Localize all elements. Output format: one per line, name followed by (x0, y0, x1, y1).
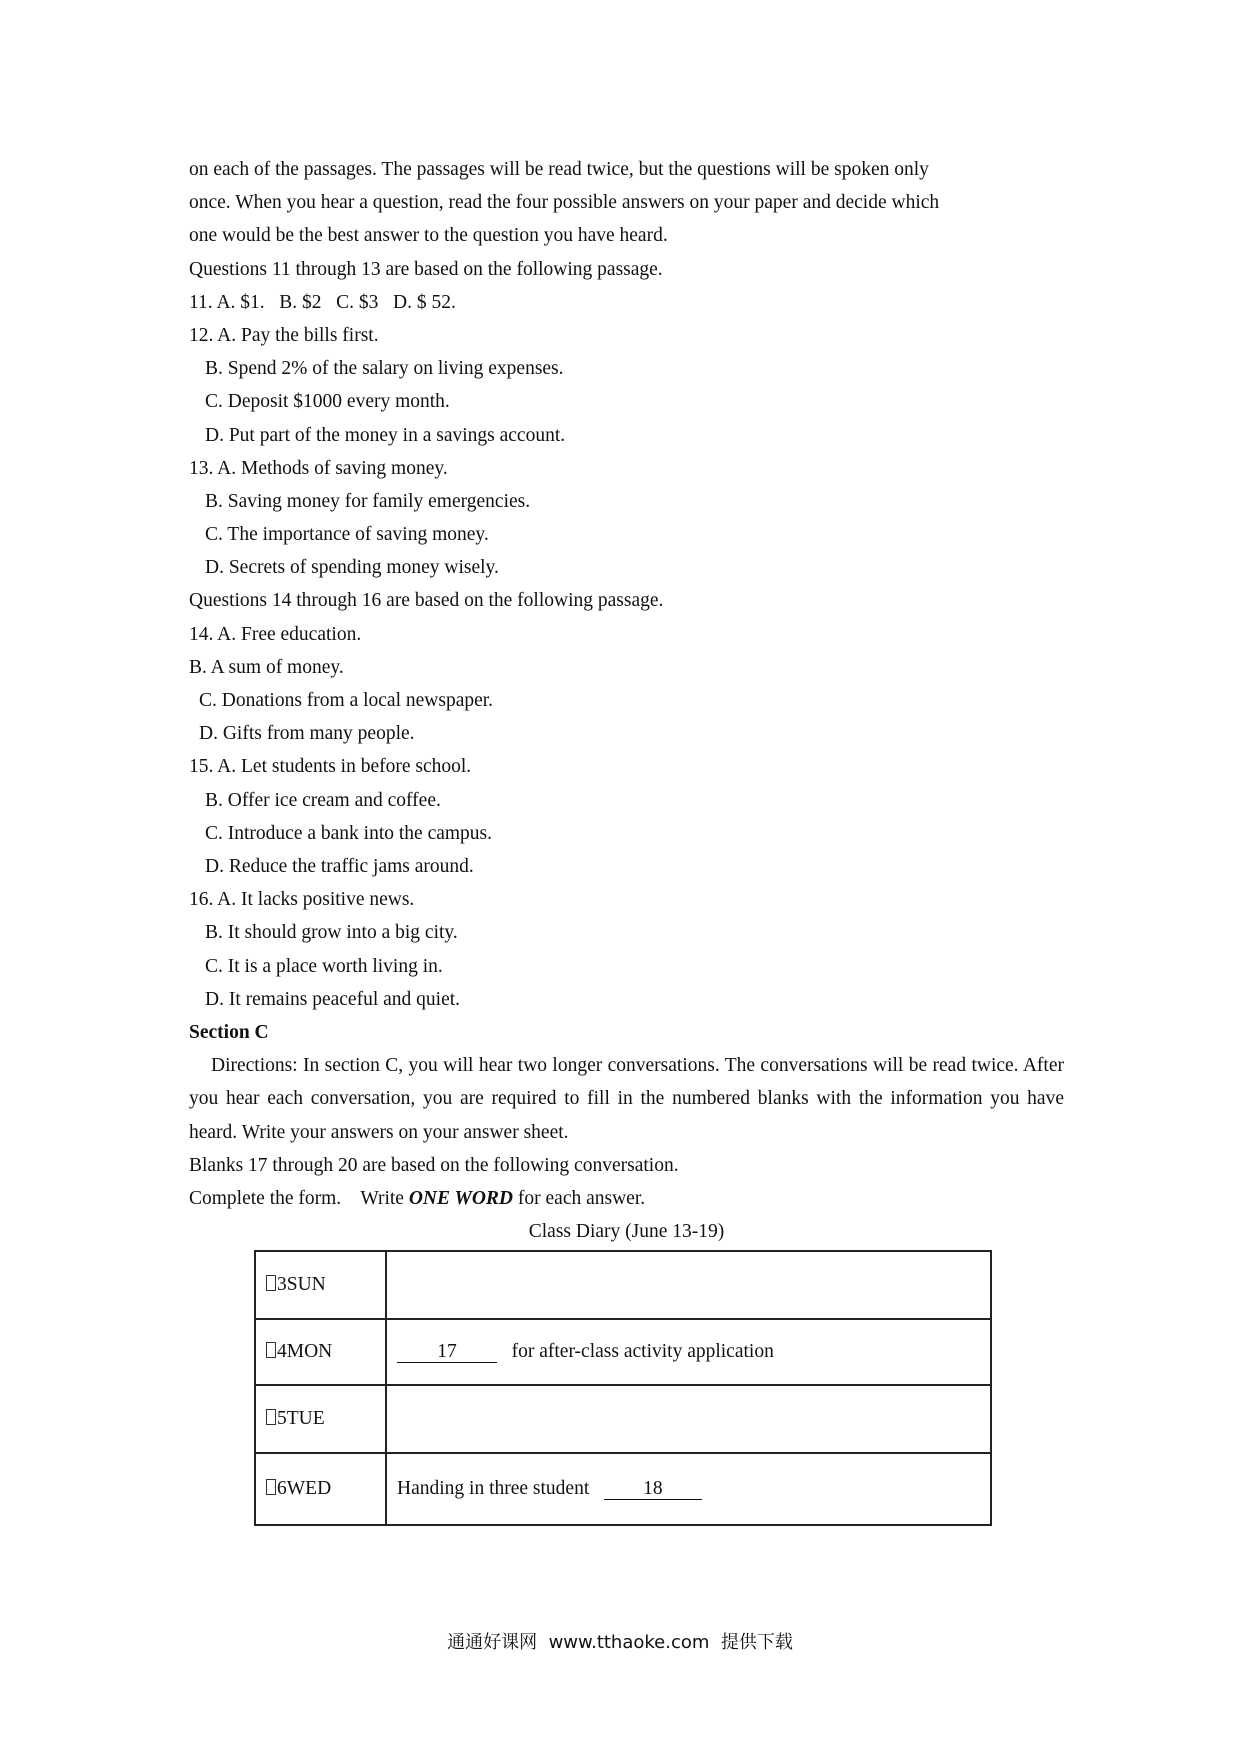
missing-glyph-icon (266, 1275, 276, 1291)
instruction-emphasis: ONE WORD (408, 1187, 514, 1209)
activity-cell (386, 1385, 991, 1453)
missing-glyph-icon (266, 1479, 276, 1495)
question-15-option-d: D. Reduce the traffic jams around. (205, 855, 474, 877)
question-15-option-a: 15. A. Let students in before school. (189, 756, 472, 778)
question-16-option-c: C. It is a place worth living in. (205, 955, 443, 977)
answer-blank-17: 17 (397, 1342, 497, 1363)
page-footer: 通通好课网 www.tthaoke.com 提供下载 (447, 1632, 793, 1653)
diary-caption: Class Diary (June 13-19) (528, 1221, 725, 1243)
complete-instruction (189, 1182, 1064, 1215)
missing-glyph-icon (266, 1342, 276, 1358)
day-label: 6WED (277, 1478, 332, 1499)
question-16-option-b: B. It should grow into a big city. (205, 922, 458, 944)
day-label: 4MON (277, 1341, 333, 1362)
day-label: 5TUE (277, 1408, 325, 1429)
question-14-option-a: 14. A. Free education. (189, 623, 362, 645)
class-diary-table (254, 1250, 992, 1526)
intro-line: on each of the passages. The passages will be read twice, but the questions will be spoken only (189, 159, 929, 180)
question-15-option-c: C. Introduce a bank into the campus. (205, 822, 493, 844)
activity-cell (386, 1319, 991, 1385)
question-14-option-d: D. Gifts from many people. (199, 723, 415, 745)
question-12-option-b: B. Spend 2% of the salary on living expenses. (205, 358, 564, 380)
activity-cell (386, 1453, 991, 1525)
blanks-heading: Blanks 17 through 20 are based on the following conversation. (189, 1154, 679, 1176)
intro-line: once. When you hear a question, read the four possible answers on your paper and decide which (189, 192, 940, 214)
question-13-option-a: 13. A. Methods of saving money. (189, 457, 448, 479)
question-13-option-b: B. Saving money for family emergencies. (205, 490, 531, 512)
section-title: Section C (189, 1021, 269, 1043)
question-13-option-d: D. Secrets of spending money wisely. (205, 557, 499, 579)
question-15-option-b: B. Offer ice cream and coffee. (205, 789, 441, 811)
activity-text: for after-class activity application (511, 1341, 774, 1362)
intro-line: one would be the best answer to the question you have heard. (189, 225, 668, 247)
day-cell (255, 1319, 386, 1385)
passage-heading: Questions 14 through 16 are based on the following passage. (189, 590, 664, 612)
activity-cell (386, 1251, 991, 1319)
missing-glyph-icon (266, 1409, 276, 1425)
intro-paragraph (189, 153, 1064, 253)
activity-text: Handing in three student (397, 1478, 590, 1499)
question-12-option-c: C. Deposit $1000 every month. (205, 391, 450, 413)
question-13-option-c: C. The importance of saving money. (205, 524, 489, 546)
question-16-option-d: D. It remains peaceful and quiet. (205, 988, 461, 1010)
section-directions: Directions: In section C, you will hear two longer conversations. The conversations will be read twice. After you hear each conversation, you are required to fill in the numbered blanks with the information you have heard. Write your answers on your answer sheet. (189, 1055, 1064, 1143)
question-16-option-a: 16. A. It lacks positive news. (189, 889, 415, 911)
table-row (255, 1453, 991, 1525)
day-cell (255, 1385, 386, 1453)
exam-content (189, 153, 1064, 1248)
question-12-option-a: 12. A. Pay the bills first. (189, 324, 379, 346)
day-label: 3SUN (277, 1274, 326, 1295)
passage-heading: Questions 11 through 13 are based on the following passage. (189, 258, 663, 280)
day-cell (255, 1251, 386, 1319)
question-11: 11. A. $1. B. $2 C. $3 D. $ 52. (189, 291, 456, 313)
day-cell (255, 1453, 386, 1525)
table-row (255, 1251, 991, 1319)
answer-blank-18: 18 (604, 1479, 702, 1500)
question-12-option-d: D. Put part of the money in a savings account. (205, 424, 566, 446)
question-14-option-b: B. A sum of money. (189, 656, 344, 678)
table-row (255, 1385, 991, 1453)
instruction-prefix: Complete the form. Write (189, 1187, 409, 1209)
instruction-suffix: for each answer. (513, 1187, 646, 1209)
table-row (255, 1319, 991, 1385)
question-14-option-c: C. Donations from a local newspaper. (199, 690, 494, 712)
